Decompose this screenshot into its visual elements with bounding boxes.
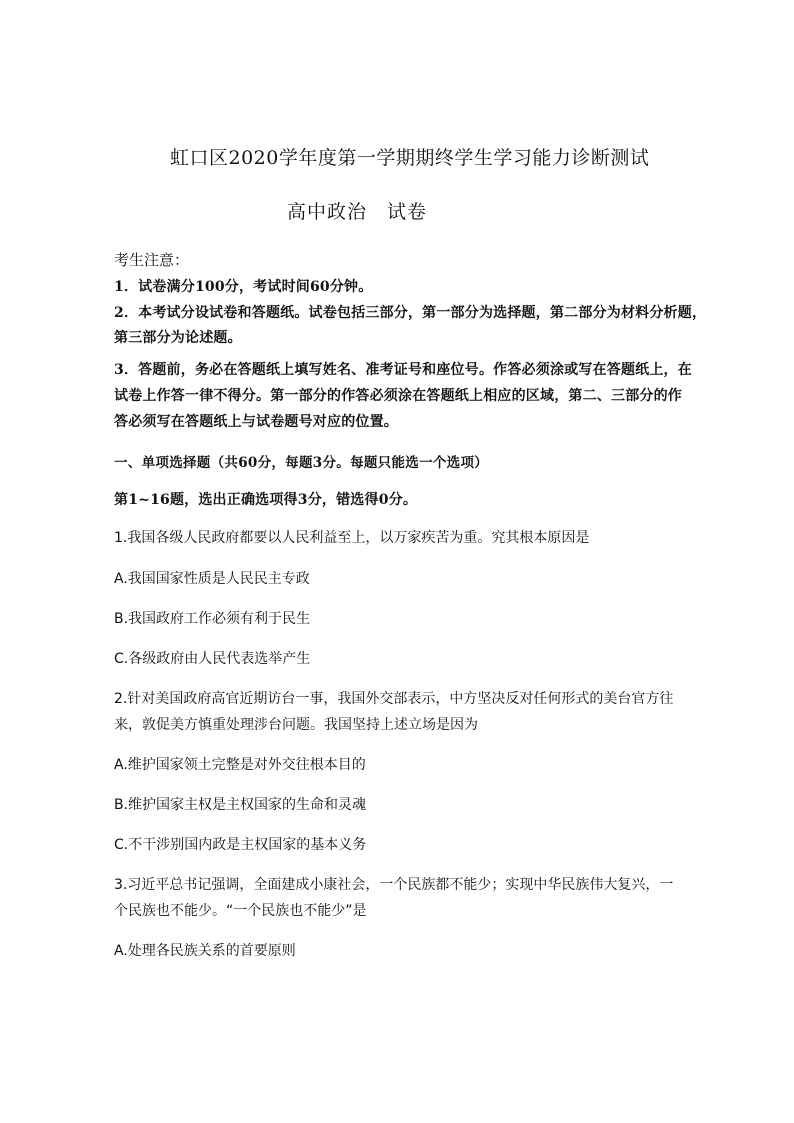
question-3-stem-line-1: 3.习近平总书记强调，全面建成小康社会，一个民族都不能少；实现中华民族伟大复兴，一 bbox=[114, 877, 674, 893]
question-2-stem-line-2: 来，敦促美方慎重处理涉台问题。我国坚持上述立场是因为 bbox=[114, 717, 478, 733]
question-1-option-a: A.我国国家性质是人民民主专政 bbox=[114, 571, 310, 587]
notice-rule-3-line-2: 试卷上作答一律不得分。第一部分的作答必须涂在答题纸上相应的区域，第二、三部分的作 bbox=[114, 388, 682, 404]
section-heading: 一、单项选择题（共60分，每题3分。每题只能选一个选项） bbox=[114, 455, 489, 471]
question-2-option-c: C.不干涉别国内政是主权国家的基本义务 bbox=[114, 837, 367, 853]
question-3-stem-line-2: 个民族也不能少。“一个民族也不能少”是 bbox=[114, 903, 367, 919]
section-instruction: 第1~16题，选出正确选项得3分，错选得0分。 bbox=[114, 492, 418, 508]
question-2-stem-line-1: 2.针对美国政府高官近期访台一事，我国外交部表示，中方坚决反对任何形式的美台官方往 bbox=[114, 691, 674, 707]
notice-heading: 考生注意： bbox=[114, 251, 190, 269]
question-1-stem: 1.我国各级人民政府都要以人民利益至上，以万家疾苦为重。究其根本原因是 bbox=[114, 530, 590, 546]
notice-rule-3-line-3: 答必须写在答题纸上与试卷题号对应的位置。 bbox=[114, 414, 398, 430]
notice-rule-1: 1．试卷满分100分，考试时间60分钟。 bbox=[114, 279, 373, 295]
exam-subtitle: 高中政治 试卷 bbox=[287, 201, 428, 223]
question-1-option-c: C.各级政府由人民代表选举产生 bbox=[114, 651, 311, 667]
question-1-option-b: B.我国政府工作必须有利于民生 bbox=[114, 611, 311, 627]
exam-title: 虹口区2020学年度第一学期期终学生学习能力诊断测试 bbox=[170, 147, 650, 169]
question-2-option-a: A.维护国家领土完整是对外交往根本目的 bbox=[114, 757, 366, 773]
notice-rule-2-line-2: 第三部分为论述题。 bbox=[114, 330, 242, 346]
notice-rule-2-line-1: 2．本考试分设试卷和答题纸。试卷包括三部分，第一部分为选择题，第二部分为材料分析题， bbox=[114, 305, 707, 321]
question-3-option-a: A.处理各民族关系的首要原则 bbox=[114, 943, 296, 959]
question-2-option-b: B.维护国家主权是主权国家的生命和灵魂 bbox=[114, 797, 367, 813]
notice-rule-3-line-1: 3．答题前，务必在答题纸上填写姓名、准考证号和座位号。作答必须涂或写在答题纸上，在 bbox=[114, 362, 692, 378]
